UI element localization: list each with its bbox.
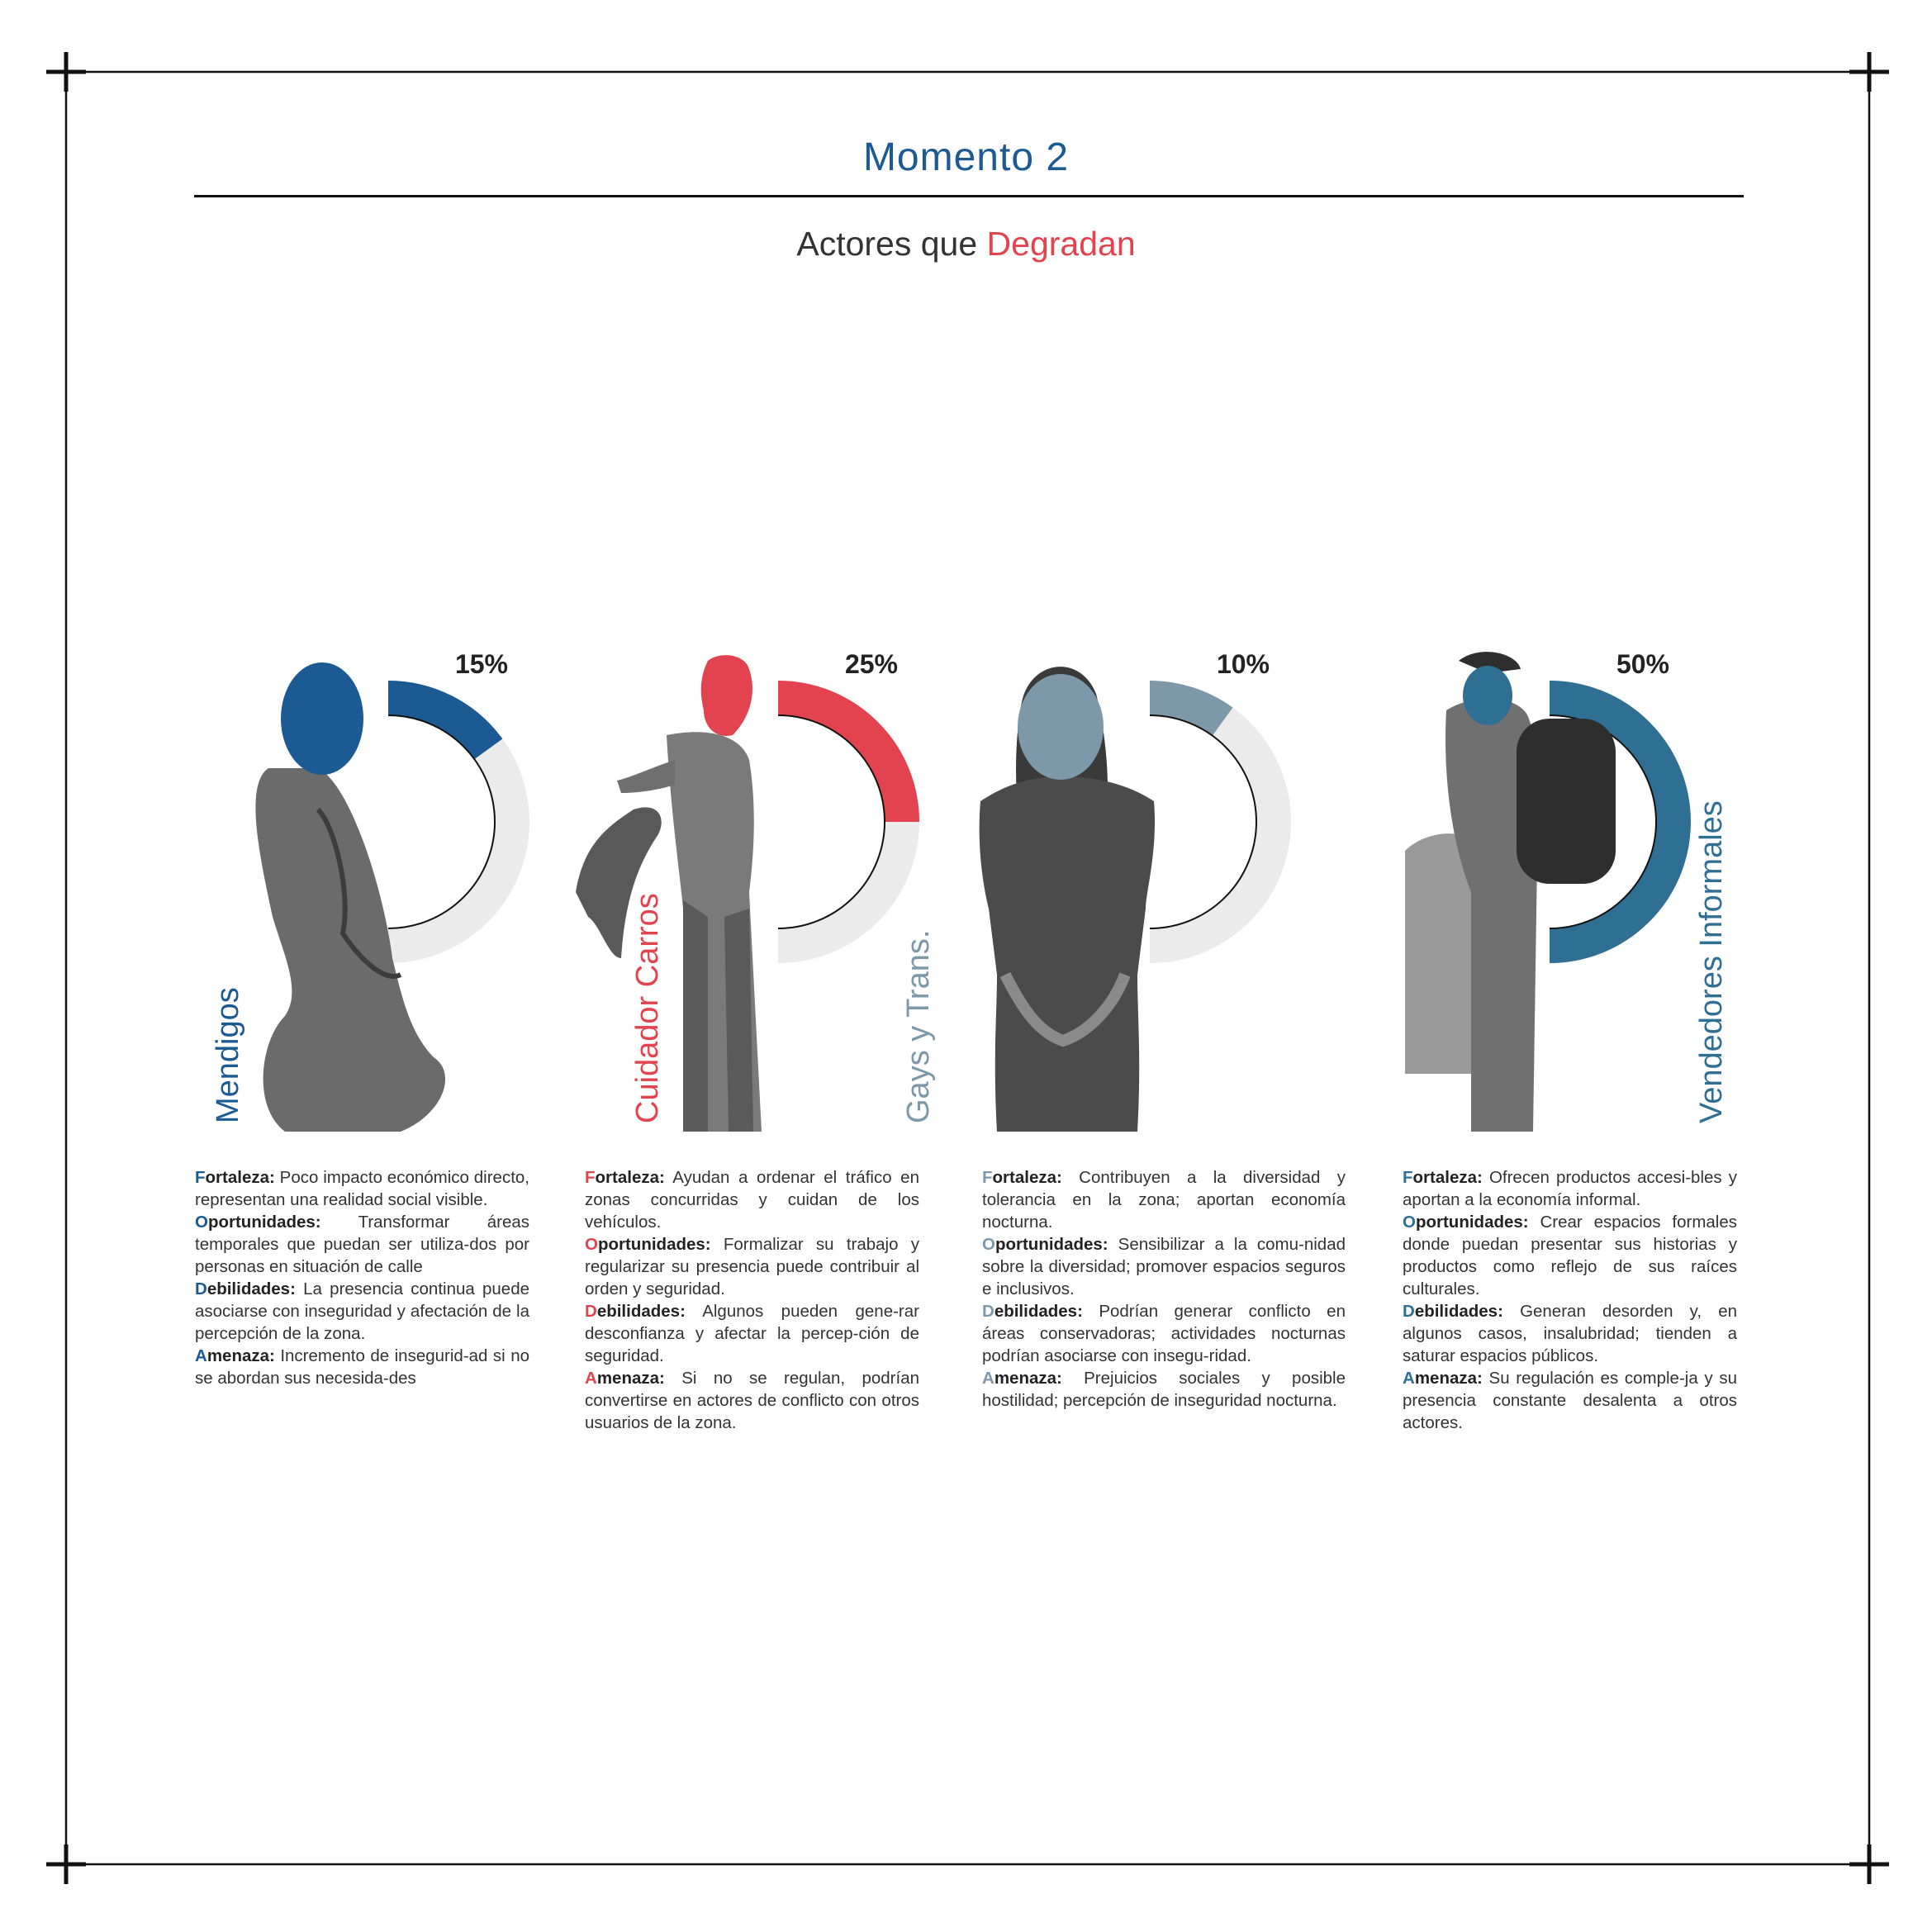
person-figure [980,667,1155,1132]
swot-key-initial: D [1403,1302,1415,1321]
swot-key-rest: portunidades: [207,1213,321,1232]
swot-key [195,1168,275,1187]
swot-text: Poco impacto económico directo, representan una realidad social visible. [195,1168,529,1209]
swot-key [982,1302,1083,1321]
actor-card-gays-y-trans [901,644,1385,1140]
swot-debilidades [585,1300,919,1367]
swot-text: Crear espacios formales donde puedan presentar sus historias y productos como reflejo de sus raíces culturales. [1403,1213,1738,1298]
swot-key-rest: portunidades: [1415,1213,1529,1232]
swot-key-rest: menaza: [206,1346,275,1365]
swot-text: Prejuicios sociales y posible hostilidad; percepción de inseguridad nocturna. [982,1369,1346,1410]
person-figure [576,655,762,1132]
swot-key [1403,1302,1503,1321]
backpack [1517,719,1616,884]
swot-key-rest: portunidades: [994,1235,1108,1254]
page-title: Momento 2 [862,135,1070,179]
swot-key-initial: D [585,1302,597,1321]
actor-card-cuidador-carros [584,644,1013,1140]
swot-key-initial: O [1403,1213,1416,1232]
swot-key [982,1168,1062,1187]
subtitle-accent: Degradan [986,225,1136,263]
figure-body [980,776,1155,1132]
face-mask [1463,666,1512,725]
percent-label: 50% [1616,649,1669,679]
swot-key [195,1213,321,1232]
swot-key-initial: O [982,1235,995,1254]
actor-label: Mendigos [211,987,245,1123]
swot-oportunidades [585,1233,919,1300]
swot-text: La presencia continua puede asociarse con inseguridad y afectación de la percepción de la zona. [195,1279,529,1343]
swot-key-initial: O [585,1235,598,1254]
swot-key [585,1235,711,1254]
swot-key-initial: F [982,1168,993,1187]
swot-cuidador-carros [585,1166,919,1434]
swot-key-initial: A [585,1369,597,1388]
swot-key-rest: portunidades: [597,1235,711,1254]
swot-key-initial: D [195,1279,207,1298]
percent-label: 10% [1216,649,1270,679]
swot-key-rest: ebilidades: [994,1302,1083,1321]
swot-key [982,1235,1108,1254]
person-figure [255,662,445,1132]
swot-key [1403,1213,1529,1232]
swot-fortaleza [195,1166,529,1211]
swot-key-initial: A [1403,1369,1415,1388]
swot-gays-y-trans [982,1166,1346,1412]
swot-fortaleza [585,1166,919,1233]
percent-label: 15% [454,649,508,679]
swot-key-initial: O [195,1213,208,1232]
swot-text: Ofrecen productos accesi-bles y aportan a la economía informal. [1403,1168,1737,1209]
swot-key-initial: A [195,1346,207,1365]
swot-text: Sensibilizar a la comu-nidad sobre la diversidad; promover espacios seguros e inclusivos. [982,1235,1346,1298]
swot-fortaleza [982,1166,1346,1233]
swot-key [982,1369,1062,1388]
actor-label: Cuidador Carros [630,893,665,1123]
swot-amenaza [195,1345,529,1389]
percent-label: 25% [844,649,898,679]
donut-chart [1355,644,1702,1140]
swot-key-rest: menaza: [596,1369,665,1388]
subtitle-prefix: Actores que [796,225,987,263]
swot-oportunidades [195,1211,529,1278]
swot-key-initial: F [1403,1168,1413,1187]
ring-value-arc [388,698,488,749]
face-mask [701,655,752,736]
swot-text: Podrían generar conflicto en áreas conservadoras; actividades nocturnas podrían asociarse con insegu-ridad. [982,1302,1346,1365]
swot-amenaza [585,1367,919,1434]
donut-chart [194,644,541,1140]
actor-card-vendedores-informales [1355,644,1785,1140]
swot-key [585,1302,686,1321]
swot-key-initial: A [982,1369,994,1388]
swot-text: Incremento de insegurid-ad si no se abordan sus necesida-des [195,1346,530,1388]
swot-key [195,1279,296,1298]
swot-debilidades [1403,1300,1737,1367]
swot-text: Transformar áreas temporales que puedan ser utiliza-dos por personas en situación de calle [195,1213,530,1276]
actor-label: Gays y Trans. [901,929,936,1123]
swot-text: Su regulación es comple-ja y su presencia constante desalenta a otros actores. [1403,1369,1737,1432]
swot-key [585,1168,665,1187]
swot-text: Ayudan a ordenar el tráfico en zonas concurridas y cuidan de los vehículos. [585,1168,919,1232]
swot-key-rest: menaza: [1414,1369,1483,1388]
swot-oportunidades [1403,1211,1737,1300]
swot-key-rest: ebilidades: [206,1279,296,1298]
swot-key-initial: F [585,1168,596,1187]
person-figure [1405,652,1616,1132]
swot-text: Si no se regulan, podrían convertirse en actores de conflicto con otros usuarios de la zona. [585,1369,919,1432]
swot-text: Contribuyen a la diversidad y tolerancia en la zona; aportan economía nocturna. [982,1168,1346,1232]
swot-key [585,1369,665,1388]
swot-key-initial: F [195,1168,206,1187]
swot-key [1403,1168,1483,1187]
swot-text: Formalizar su trabajo y regularizar su presencia puede contribuir al orden y seguridad. [585,1235,919,1298]
swot-key-rest: ortaleza: [1412,1168,1483,1187]
swot-oportunidades [982,1233,1346,1300]
face-mask [1018,674,1104,780]
swot-text: Generan desorden y, en algunos casos, insalubridad; tienden a saturar espacios públicos. [1403,1302,1737,1365]
ring-value-arc [1150,698,1222,722]
swot-vendedores-informales [1403,1166,1737,1434]
swot-key [195,1346,275,1365]
title-divider [194,195,1744,197]
swot-debilidades [982,1300,1346,1367]
swot-amenaza [1403,1367,1737,1434]
swot-key-rest: ortaleza: [205,1168,275,1187]
actor-label: Vendedores Informales [1694,800,1729,1123]
swot-mendigos [195,1166,529,1389]
swot-text: Algunos pueden gene-rar desconfianza y afectar la percep-ción de seguridad. [585,1302,919,1365]
swot-key-rest: ortaleza: [595,1168,665,1187]
swot-key-rest: ebilidades: [1414,1302,1503,1321]
swot-key [1403,1369,1483,1388]
swot-fortaleza [1403,1166,1737,1211]
donut-chart [956,644,1303,1140]
page-subtitle [0,225,1932,263]
swot-amenaza [982,1367,1346,1412]
actor-card-mendigos [194,644,624,1140]
swot-key-initial: D [982,1302,994,1321]
swot-key-rest: menaza: [994,1369,1062,1388]
face-mask [281,662,363,775]
swot-debilidades [195,1278,529,1345]
swot-key-rest: ortaleza: [992,1168,1062,1187]
swot-key-rest: ebilidades: [596,1302,686,1321]
